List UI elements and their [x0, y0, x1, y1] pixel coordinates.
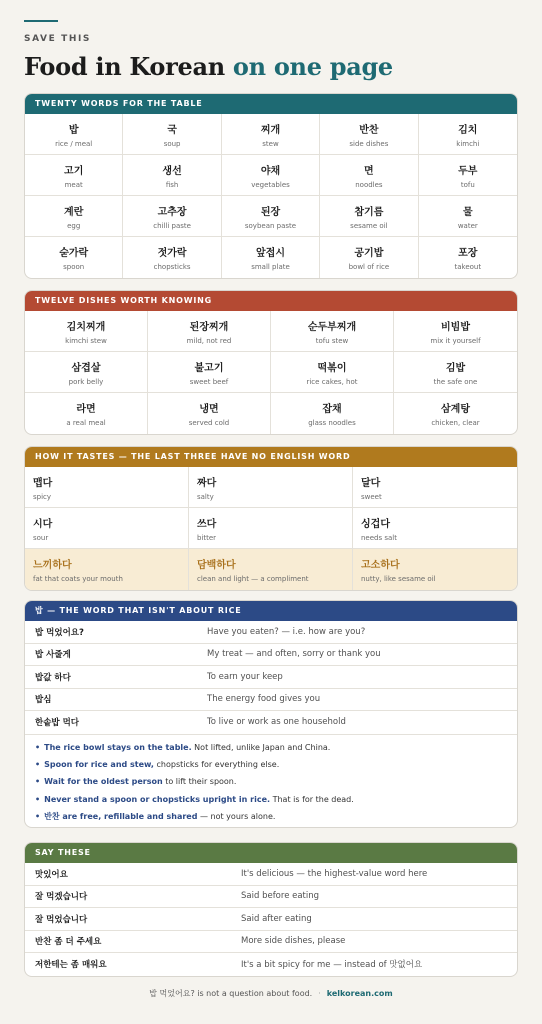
- words-english: sesame oil: [350, 221, 388, 230]
- bap-meaning: To live or work as one household: [207, 717, 346, 728]
- tastes-cell: [353, 549, 517, 590]
- tastes-korean: 맵다: [33, 477, 53, 489]
- tastes-cell: [25, 508, 189, 549]
- tastes-english: spicy: [33, 492, 52, 501]
- header-accent-line: [24, 20, 58, 22]
- tastes-english: sour: [33, 533, 49, 542]
- say-meaning: Said after eating: [241, 913, 312, 924]
- bap-rows: [25, 621, 517, 734]
- words-grid: [25, 114, 517, 278]
- tastes-cell: [353, 467, 517, 508]
- bap-phrase: 한솥밥 먹다: [35, 718, 80, 729]
- dishes-english: the safe one: [433, 377, 478, 386]
- words-english: bowl of rice: [348, 263, 390, 271]
- say-row: [25, 908, 517, 931]
- words-cell: [222, 114, 320, 155]
- bullet-strong: 반찬 are free, refillable and shared: [44, 812, 198, 822]
- footer-link[interactable]: kelkorean.com: [326, 989, 393, 998]
- words-korean: 두부: [458, 165, 478, 177]
- dishes-korean: 떡볶이: [317, 362, 347, 374]
- words-cell: [123, 114, 221, 155]
- dishes-cell: [271, 393, 394, 434]
- words-cell: [419, 155, 517, 196]
- words-korean: 된장: [260, 206, 281, 218]
- words-korean: 앞접시: [256, 248, 285, 259]
- dishes-cell: [394, 311, 517, 352]
- bap-meaning: Have you eaten? — i.e. how are you?: [207, 626, 366, 637]
- words-korean: 야채: [260, 165, 281, 177]
- etiquette-bullet: [35, 739, 507, 756]
- words-cell: [25, 237, 123, 278]
- tastes-card: [24, 446, 518, 591]
- words-english: fish: [165, 180, 179, 189]
- dishes-cell: [271, 311, 394, 352]
- dishes-card: [24, 290, 518, 435]
- words-cell: [25, 155, 123, 196]
- title-accent: on one page: [232, 52, 393, 81]
- words-english: noodles: [355, 180, 383, 189]
- tastes-cell: [189, 467, 353, 508]
- words-english: water: [457, 221, 478, 230]
- tastes-english: fat that coats your mouth: [33, 575, 123, 583]
- words-korean: 고기: [64, 165, 84, 177]
- bap-row: [25, 689, 517, 712]
- etiquette-bullets: [25, 734, 517, 828]
- dishes-grid: [25, 311, 517, 434]
- bap-row: [25, 644, 517, 667]
- bullet-dot: •: [35, 794, 41, 804]
- bap-phrase: 밥 사줄게: [35, 650, 71, 661]
- dishes-english: sweet beef: [189, 377, 229, 386]
- words-korean: 계란: [64, 206, 84, 218]
- dishes-korean: 김치찌개: [66, 321, 106, 333]
- bullet-dot: •: [35, 777, 41, 787]
- dishes-cell: [25, 393, 148, 434]
- say-meaning: It's delicious — the highest-value word here: [241, 868, 428, 879]
- words-korean: 면: [364, 165, 374, 177]
- say-phrase: 맛있어요: [35, 869, 68, 880]
- tastes-english: needs salt: [361, 533, 397, 542]
- footer-separator: ·: [318, 989, 321, 998]
- dishes-korean: 비빔밥: [441, 321, 470, 333]
- dishes-english: tofu stew: [315, 336, 349, 345]
- bap-card: [24, 600, 518, 828]
- say-heading: SAY THESE: [25, 843, 517, 863]
- tastes-english: clean and light — a compliment: [197, 575, 309, 583]
- dishes-cell: [25, 352, 148, 393]
- etiquette-bullet: [35, 808, 507, 825]
- words-cell: [419, 196, 517, 237]
- tastes-english: salty: [197, 492, 214, 501]
- words-english: rice / meal: [55, 139, 93, 148]
- words-korean: 생선: [162, 165, 182, 177]
- words-english: stew: [262, 139, 279, 148]
- words-english: egg: [67, 221, 81, 230]
- bullet-strong: The rice bowl stays on the table.: [44, 742, 192, 752]
- dishes-korean: 김밥: [445, 362, 466, 374]
- words-cell: [222, 155, 320, 196]
- words-korean: 숟가락: [59, 248, 89, 259]
- dishes-korean: 순두부찌개: [307, 321, 357, 333]
- words-cell: [320, 237, 418, 278]
- tastes-cell: [189, 508, 353, 549]
- words-korean: 물: [462, 206, 473, 218]
- words-cell: [25, 196, 123, 237]
- bap-meaning: To earn your keep: [207, 671, 283, 682]
- words-korean: 참기름: [354, 206, 384, 218]
- words-english: side dishes: [349, 139, 389, 148]
- words-english: takeout: [454, 263, 482, 271]
- tastes-english: bitter: [197, 533, 217, 542]
- say-row: [25, 931, 517, 954]
- words-cell: [123, 196, 221, 237]
- etiquette-bullet: [35, 791, 507, 808]
- tastes-korean: 고소하다: [361, 560, 400, 571]
- dishes-korean: 된장찌개: [189, 321, 229, 333]
- bap-phrase: 밥값 하다: [35, 672, 71, 683]
- words-korean: 젓가락: [157, 248, 187, 259]
- words-english: tofu: [460, 180, 475, 189]
- bap-row: [25, 666, 517, 689]
- etiquette-bullet: [35, 756, 507, 773]
- say-phrase: 반찬 좀 더 주세요: [35, 937, 102, 948]
- dishes-korean: 삼계탕: [441, 404, 470, 415]
- words-heading: TWENTY WORDS FOR THE TABLE: [25, 94, 517, 114]
- dishes-cell: [394, 352, 517, 393]
- say-meaning: More side dishes, please: [241, 936, 346, 947]
- tastes-cell: [25, 549, 189, 590]
- tastes-korean: 느끼하다: [33, 560, 72, 571]
- dishes-cell: [271, 352, 394, 393]
- dishes-english: rice cakes, hot: [306, 377, 358, 386]
- say-row: [25, 886, 517, 909]
- bullet-rest: to lift their spoon.: [162, 777, 237, 787]
- tastes-cell: [189, 549, 353, 590]
- title-main: Food in Korean: [24, 52, 233, 81]
- dishes-english: served cold: [188, 419, 230, 427]
- bullet-rest: — not yours alone.: [197, 812, 276, 822]
- tastes-cell: [353, 508, 517, 549]
- words-korean: 김치: [458, 124, 478, 136]
- bullet-strong: Never stand a spoon or chopsticks upright in rice.: [44, 794, 271, 804]
- dishes-cell: [25, 311, 148, 352]
- words-korean: 찌개: [260, 124, 281, 136]
- dishes-english: mild, not red: [186, 336, 232, 345]
- words-english: vegetables: [251, 180, 290, 189]
- words-english: spoon: [63, 263, 85, 271]
- tastes-korean: 싱겁다: [361, 518, 390, 530]
- say-row: [25, 863, 517, 886]
- footer: [0, 988, 542, 999]
- bullet-rest: Not lifted, unlike Japan and China.: [191, 742, 331, 752]
- bullet-dot: •: [35, 812, 41, 822]
- words-english: meat: [64, 180, 83, 189]
- bullet-rest: chopsticks for everything else.: [153, 759, 280, 769]
- words-cell: [320, 114, 418, 155]
- say-phrase: 잘 먹었습니다: [35, 914, 88, 925]
- tastes-korean: 달다: [361, 477, 381, 489]
- words-cell: [419, 114, 517, 155]
- tastes-heading: HOW IT TASTES — THE LAST THREE HAVE NO ENGLISH WORD: [25, 447, 517, 467]
- etiquette-bullet: [35, 773, 507, 790]
- bap-phrase: 밥심: [35, 695, 52, 706]
- words-english: chopsticks: [153, 263, 191, 271]
- words-english: soup: [163, 139, 181, 148]
- tastes-english: sweet: [361, 492, 382, 501]
- bullet-rest: That is for the dead.: [270, 794, 354, 804]
- words-cell: [123, 237, 221, 278]
- words-cell: [320, 155, 418, 196]
- dishes-english: glass noodles: [308, 419, 356, 427]
- say-phrase: 잘 먹겠습니다: [35, 892, 88, 903]
- tastes-cell: [25, 467, 189, 508]
- tastes-grid: [25, 467, 517, 590]
- words-korean: 밥: [68, 124, 79, 136]
- dishes-english: kimchi stew: [65, 336, 107, 345]
- dishes-cell: [394, 393, 517, 434]
- say-rows: [25, 863, 517, 976]
- words-cell: [123, 155, 221, 196]
- words-korean: 고추장: [157, 206, 187, 218]
- words-cell: [320, 196, 418, 237]
- bap-meaning: My treat — and often, sorry or thank you: [207, 649, 381, 660]
- eyebrow-label: SAVE THIS: [24, 34, 91, 44]
- words-english: chilli paste: [153, 221, 191, 230]
- dishes-korean: 냉면: [199, 404, 219, 415]
- say-meaning: It's a bit spicy for me — instead of 맛없어요: [241, 960, 423, 971]
- dishes-korean: 잡채: [322, 404, 342, 415]
- tastes-korean: 시다: [33, 518, 53, 530]
- dishes-korean: 불고기: [194, 362, 224, 374]
- bap-meaning: The energy food gives you: [207, 694, 321, 705]
- bullet-dot: •: [35, 759, 41, 769]
- bap-heading: 밥 — THE WORD THAT ISN'T ABOUT RICE: [25, 601, 517, 621]
- words-cell: [25, 114, 123, 155]
- dishes-cell: [148, 311, 271, 352]
- words-english: kimchi: [456, 139, 480, 148]
- dishes-korean: 라면: [76, 404, 96, 415]
- say-row: [25, 953, 517, 976]
- dishes-heading: TWELVE DISHES WORTH KNOWING: [25, 291, 517, 311]
- tastes-korean: 담백하다: [197, 560, 236, 571]
- footer-text: 밥 먹었어요? is not a question about food.: [149, 989, 313, 998]
- words-korean: 공기밥: [354, 248, 384, 259]
- bullet-strong: Wait for the oldest person: [44, 777, 163, 787]
- say-card: [24, 842, 518, 977]
- dishes-english: chicken, clear: [431, 419, 480, 427]
- words-cell: [419, 237, 517, 278]
- dishes-cell: [148, 393, 271, 434]
- words-korean: 포장: [458, 248, 478, 259]
- dishes-cell: [148, 352, 271, 393]
- say-phrase: 저한테는 좀 매워요: [35, 960, 107, 971]
- dishes-english: a real meal: [66, 419, 106, 427]
- bullet-dot: •: [35, 742, 41, 752]
- words-card: [24, 93, 518, 279]
- tastes-korean: 쓰다: [197, 518, 217, 530]
- bap-row: [25, 621, 517, 644]
- dishes-english: pork belly: [68, 377, 104, 386]
- words-korean: 반찬: [359, 124, 379, 136]
- bap-row: [25, 711, 517, 734]
- dishes-korean: 삼겹살: [71, 362, 101, 374]
- bap-phrase: 밥 먹었어요?: [35, 627, 84, 638]
- words-korean: 국: [167, 124, 177, 136]
- tastes-korean: 짜다: [197, 477, 217, 489]
- words-english: small plate: [251, 263, 290, 271]
- tastes-english: nutty, like sesame oil: [361, 575, 436, 583]
- bullet-strong: Spoon for rice and stew,: [44, 759, 154, 769]
- dishes-english: mix it yourself: [430, 336, 481, 345]
- say-meaning: Said before eating: [241, 891, 320, 902]
- words-cell: [222, 237, 320, 278]
- page-title: [24, 52, 393, 81]
- words-english: soybean paste: [244, 221, 297, 230]
- words-cell: [222, 196, 320, 237]
